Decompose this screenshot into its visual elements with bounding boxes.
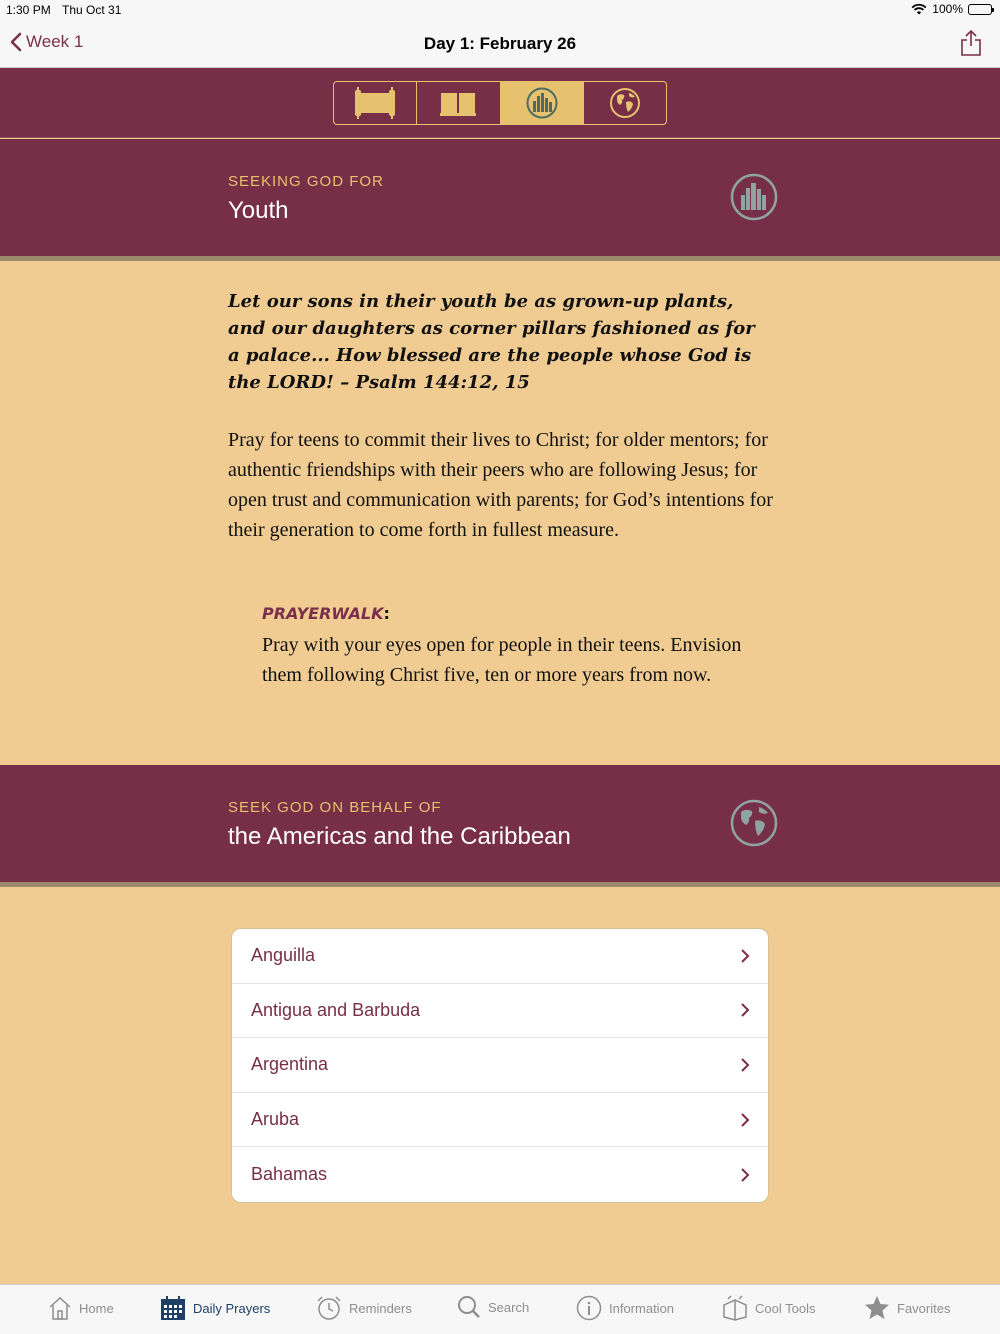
tab-information[interactable] xyxy=(576,1295,674,1321)
tab-label: Favorites xyxy=(897,1300,951,1316)
section-header-topic xyxy=(0,139,1000,261)
status-date: Thu Oct 31 xyxy=(62,3,122,17)
status-time: 1:30 PM xyxy=(6,3,51,17)
section-tabs-bar xyxy=(0,68,1000,138)
country-row-aruba[interactable] xyxy=(232,1093,768,1148)
battery-percent: 100% xyxy=(932,2,963,16)
country-row-anguilla[interactable] xyxy=(232,929,768,984)
scripture-verse: Let our sons in their youth be as grown-up plants, and our daughters as corner pillars fashioned as for a palace... How blessed are the people whose God is the LORD! – Psalm 144:12, 15 xyxy=(228,291,755,393)
share-button[interactable] xyxy=(960,29,982,62)
scroll-icon xyxy=(352,87,398,119)
tab-label: Information xyxy=(609,1300,675,1316)
prayerwalk-colon: : xyxy=(383,604,390,623)
tab-label: Cool Tools xyxy=(755,1300,816,1316)
back-label: Week 1 xyxy=(26,32,84,51)
country-row-antigua-and-barbuda[interactable] xyxy=(232,984,768,1039)
status-bar xyxy=(0,0,1000,20)
page-title: Day 1: February 26 xyxy=(423,34,577,53)
country-name: Aruba xyxy=(251,1109,300,1130)
tab-reminders[interactable] xyxy=(316,1295,412,1321)
section-heading: the Americas and the Caribbean xyxy=(228,823,571,850)
chevron-right-icon xyxy=(740,1002,750,1018)
tab-cool-tools[interactable] xyxy=(722,1295,815,1321)
calendar-icon xyxy=(160,1295,186,1321)
country-row-argentina[interactable] xyxy=(232,1038,768,1093)
tab-favorites[interactable] xyxy=(864,1295,950,1321)
globe-icon xyxy=(730,799,778,847)
toolbox-icon xyxy=(722,1295,748,1321)
section-header-region xyxy=(0,765,1000,887)
chevron-right-icon xyxy=(740,1167,750,1183)
tab-label: Daily Prayers xyxy=(193,1300,271,1316)
tab-label: Home xyxy=(79,1300,114,1316)
city-icon xyxy=(526,87,558,119)
country-name: Bahamas xyxy=(251,1164,328,1185)
section-heading: Youth xyxy=(228,197,289,224)
chevron-right-icon xyxy=(740,1057,750,1073)
country-name: Antigua and Barbuda xyxy=(251,999,421,1020)
tab-bar xyxy=(0,1284,1000,1334)
country-row-bahamas[interactable] xyxy=(232,1147,768,1202)
segment-scripture[interactable] xyxy=(334,82,417,124)
battery-icon xyxy=(968,4,992,15)
globe-icon xyxy=(609,87,641,119)
wifi-icon xyxy=(911,3,927,15)
section-eyebrow: SEEKING GOD FOR xyxy=(228,173,384,190)
prayerwalk-text: Pray with your eyes open for people in their teens. Envision them following Christ five, ten or more years from now. xyxy=(262,634,742,686)
navigation-bar xyxy=(0,20,1000,68)
tab-label: Search xyxy=(488,1299,530,1315)
segment-devotional[interactable] xyxy=(417,82,500,124)
info-icon xyxy=(576,1295,602,1321)
alarm-clock-icon xyxy=(316,1295,342,1321)
status-right xyxy=(911,2,992,16)
country-list xyxy=(231,928,769,1203)
share-icon xyxy=(960,29,982,57)
country-name: Argentina xyxy=(251,1054,329,1075)
chevron-right-icon xyxy=(740,1112,750,1128)
home-icon xyxy=(48,1295,72,1321)
star-icon xyxy=(864,1295,890,1321)
tab-label: Reminders xyxy=(349,1300,412,1316)
section-eyebrow: SEEK GOD ON BEHALF OF xyxy=(228,799,442,816)
segment-city[interactable] xyxy=(501,82,584,124)
tab-daily-prayers[interactable] xyxy=(160,1295,270,1321)
country-name: Anguilla xyxy=(251,945,316,966)
open-book-icon xyxy=(439,89,477,117)
segment-globe[interactable] xyxy=(584,82,666,124)
tab-search[interactable] xyxy=(457,1295,529,1319)
prayerwalk-label xyxy=(262,604,390,623)
tab-home[interactable] xyxy=(48,1295,114,1321)
prayerwalk-title: PRAYERWALK xyxy=(262,604,384,623)
segmented-control xyxy=(333,81,667,125)
city-icon xyxy=(730,173,778,221)
chevron-right-icon xyxy=(740,948,750,964)
prayer-text: Pray for teens to commit their lives to Christ; for older mentors; for authentic friendships with their peers who are following Jesus; for open trust and communication with parents; for God’s intentions for their generation to come forth in fullest measure. xyxy=(228,429,773,541)
search-icon xyxy=(457,1295,481,1319)
